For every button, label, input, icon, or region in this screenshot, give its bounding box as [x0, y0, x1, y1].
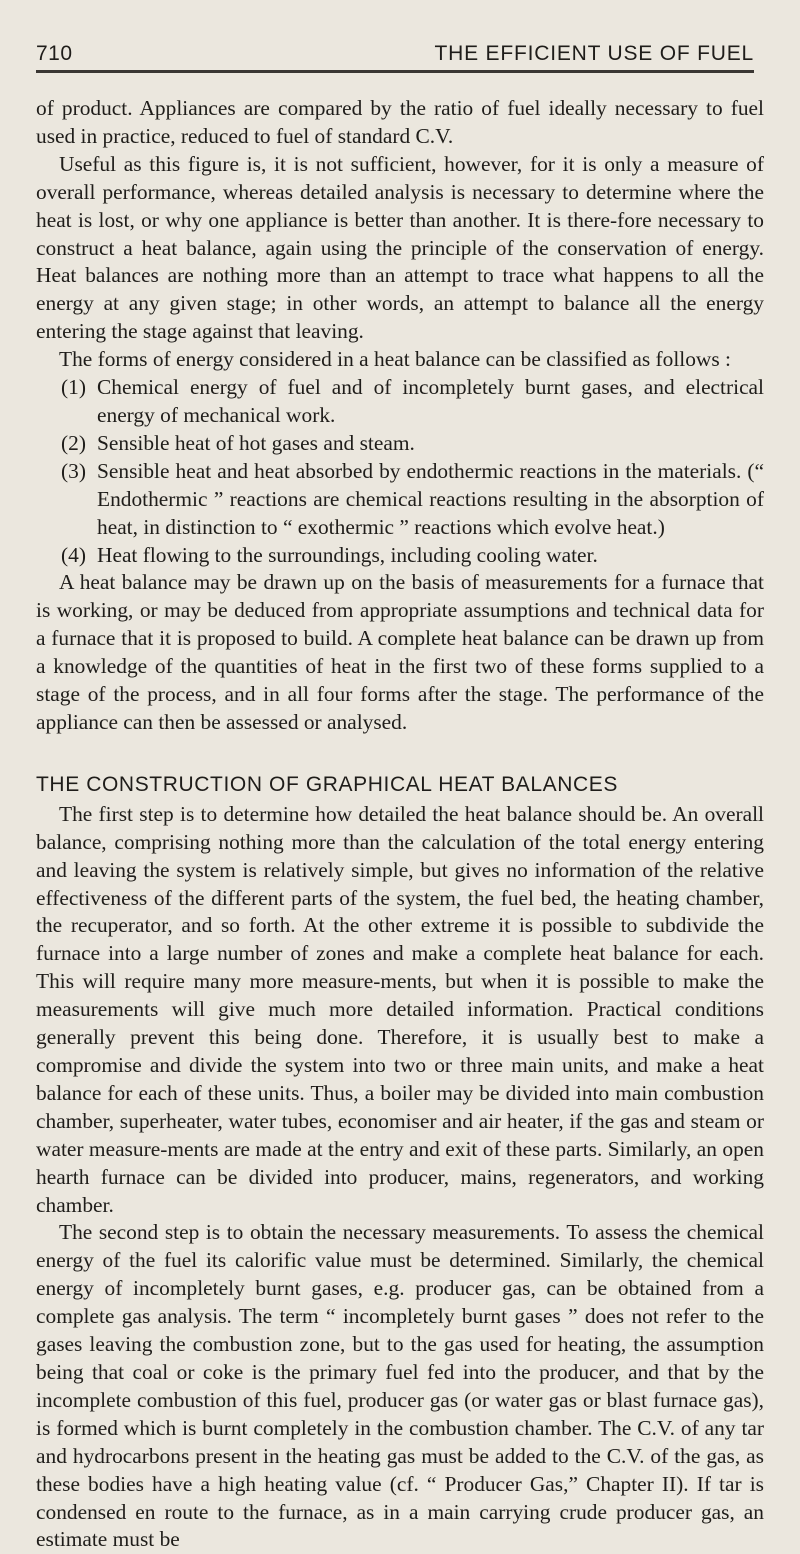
paragraph-energy-forms-lead: The forms of energy considered in a heat balance can be classified as follows : [59, 347, 731, 372]
energy-forms-list [36, 374, 764, 569]
list-item-text: Chemical energy of fuel and of incompletely burnt gases, and electrical energy of mechanical work. [97, 375, 764, 427]
list-item [36, 542, 764, 570]
list-item [36, 430, 764, 458]
header-rule [36, 70, 754, 73]
list-item-text: Heat flowing to the surroundings, including cooling water. [97, 542, 598, 567]
list-item-number: (3) [61, 458, 86, 483]
paragraph-second-step: The second step is to obtain the necessary measurements. To assess the chemical energy of the fuel its calorific value must be determined. Similarly, the chemical energy of incompletely burnt gases, e.g. producer gas, can be obtained from a complete gas analysis. The term “ incompletely burnt gases ” does not refer to the gases leaving the combustion zone, but to the gas used for heating, the assumption being that coal or coke is the primary fuel fed into the producer, and that by the incomplete combustion of this fuel, producer gas (or water gas or blast furnace gas), is formed which is burnt completely in the combustion chamber. The C.V. of any tar and hydrocarbons present in the heating gas must be added to the C.V. of the gas, as these bodies have a high heating value (cf. “ Producer Gas,” Chapter II). If tar is condensed en route to the furnace, as in a main carrying crude producer gas, an estimate must be [36, 1220, 764, 1552]
paragraph-continued: of product. Appliances are compared by the ratio of fuel ideally necessary to fuel used in practice, reduced to fuel of standard C.V. [36, 96, 764, 148]
page-number: 710 [36, 42, 73, 65]
page-body [36, 95, 764, 1554]
paragraph-first-step: The first step is to determine how detailed the heat balance should be. An overall balance, comprising nothing more than the calculation of the total energy entering and leaving the system is relatively simple, but gives no information of the relative effectiveness of the different parts of the system, the fuel bed, the heating chamber, the recuperator, and so forth. At the other extreme it is possible to subdivide the furnace into a large number of zones and make a complete heat balance for each. This will require many more measure-ments, but when it is possible to make the measurements will give much more detailed information. Practical conditions generally prevent this being done. Therefore, it is usually best to make a compromise and divide the system into two or three main units, and make a heat balance for each of these units. Thus, a boiler may be divided into main combustion chamber, superheater, water tubes, economiser and air heater, if the gas and steam or water measure-ments are made at the entry and exit of these parts. Similarly, an open hearth furnace can be divided into producer, mains, regenerators, and working chamber. [36, 801, 764, 1217]
list-item-number: (2) [61, 430, 86, 455]
list-item [36, 458, 764, 542]
running-title: THE EFFICIENT USE OF FUEL [434, 42, 754, 65]
section-heading: THE CONSTRUCTION OF GRAPHICAL HEAT BALANCES [36, 772, 618, 796]
list-item-text: Sensible heat of hot gases and steam. [97, 430, 415, 455]
list-item-number: (1) [61, 375, 86, 400]
paragraph-heat-balance-basis: A heat balance may be drawn up on the basis of measurements for a furnace that is working, or may be deduced from appropriate assumptions and technical data for a furnace that it is proposed to build. A complete heat balance can be drawn up from a knowledge of the quantities of heat in the first two of these forms supplied to a stage of the process, and in all four forms after the stage. The performance of the appliance can then be assessed or analysed. [36, 570, 764, 734]
list-item-number: (4) [61, 542, 86, 567]
paragraph-heat-balance-intro: Useful as this figure is, it is not sufficient, however, for it is only a measure of overall performance, whereas detailed analysis is necessary to determine where the heat is lost, or why one appliance is better than another. It is there-fore necessary to construct a heat balance, again using the principle of the conservation of energy. Heat balances are nothing more than an attempt to trace what happens to all the energy at any given stage; in other words, an attempt to balance all the energy entering the stage against that leaving. [36, 151, 764, 344]
running-header [36, 42, 764, 66]
list-item [36, 374, 764, 430]
list-item-text: Sensible heat and heat absorbed by endothermic reactions in the materials. (“ Endothermic ” reactions are chemical reactions resulting in the absorption of heat, in distinction to “ exothermic ” reactions which evolve heat.) [97, 458, 764, 539]
